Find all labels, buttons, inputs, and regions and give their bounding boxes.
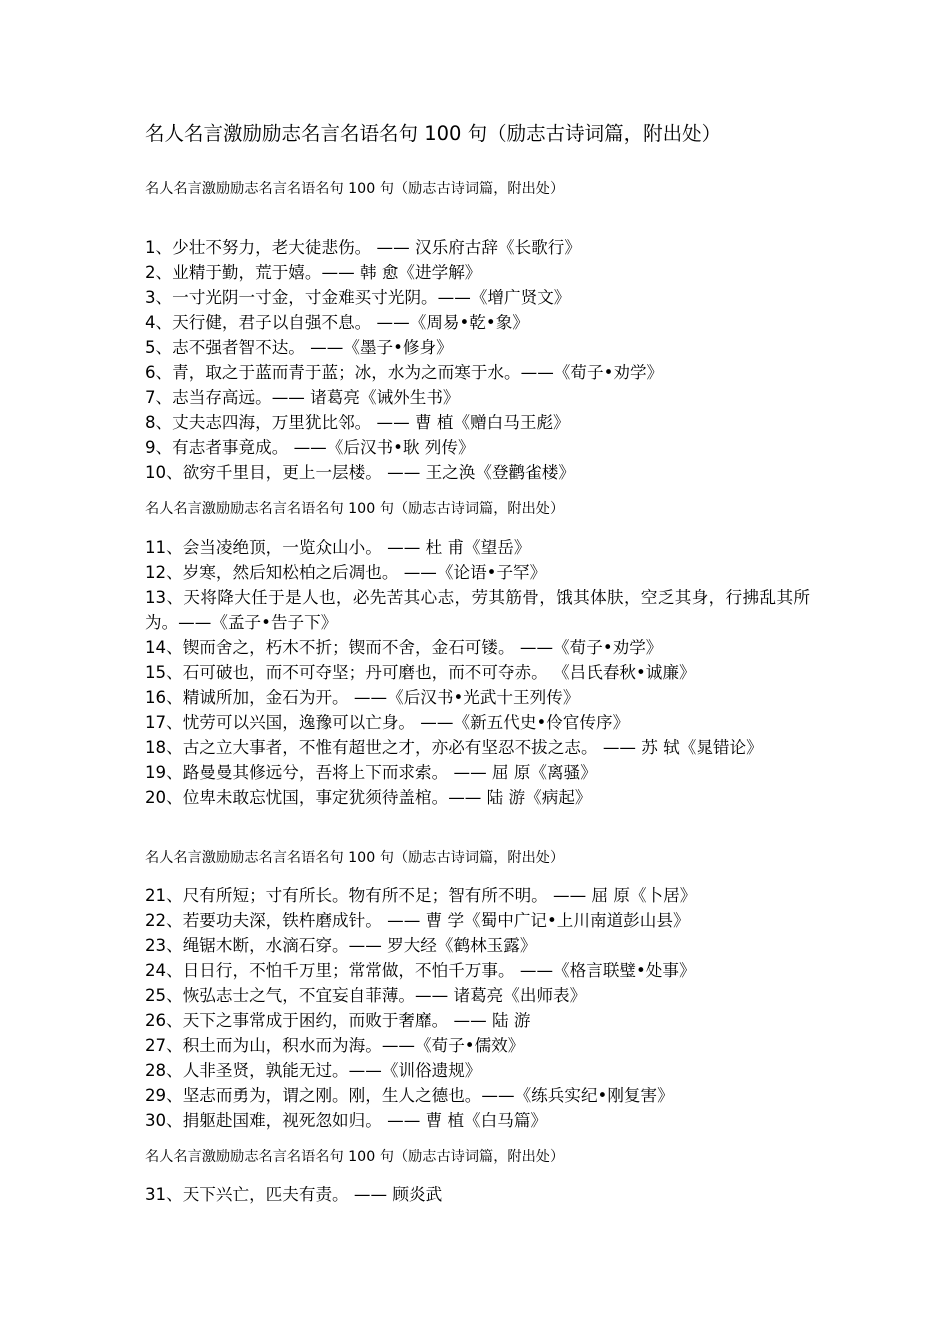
quote-item: 26、天下之事常成于困约，而败于奢靡。 —— 陆 游 [145,1011,531,1030]
quote-item: 29、坚志而勇为，谓之刚。刚，生人之德也。——《练兵实纪•刚复害》 [145,1086,674,1105]
quote-item: 16、精诚所加，金石为开。 ——《后汉书•光武十王列传》 [145,688,580,707]
quote-item: 1、少壮不努力，老大徒悲伤。 —— 汉乐府古辞《长歌行》 [145,238,581,257]
quote-item: 17、忧劳可以兴国，逸豫可以亡身。 ——《新五代史•伶官传序》 [145,713,630,732]
quote-item: 11、会当凌绝顶，一览众山小。 —— 杜 甫《望岳》 [145,538,531,557]
quote-item: 21、尺有所短；寸有所长。物有所不足；智有所不明。 —— 屈 原《卜居》 [145,886,697,905]
quote-item: 14、锲而舍之，朽木不折；锲而不舍，金石可镂。 ——《荀子•劝学》 [145,638,663,657]
quote-item: 8、丈夫志四海，万里犹比邻。 —— 曹 植《赠白马王彪》 [145,413,570,432]
section-subheading: 名人名言激励励志名言名语名句 100 句（励志古诗词篇，附出处） [145,1149,565,1165]
quote-item: 23、绳锯木断，水滴石穿。—— 罗大经《鹤林玉露》 [145,936,537,955]
quote-item: 18、古之立大事者，不惟有超世之才，亦必有坚忍不拔之志。 —— 苏 轼《晁错论》 [145,738,763,757]
quote-item: 2、业精于勤，荒于嬉。—— 韩 愈《进学解》 [145,263,482,282]
quote-item: 27、积土而为山，积水而为海。——《荀子•儒效》 [145,1036,525,1055]
quote-item: 24、日日行，不怕千万里；常常做，不怕千万事。 ——《格言联璧•处事》 [145,961,696,980]
quote-item: 19、路曼曼其修远兮，吾将上下而求索。 —— 屈 原《离骚》 [145,763,597,782]
quote-item: 20、位卑未敢忘忧国，事定犹须待盖棺。—— 陆 游《病起》 [145,788,592,807]
quote-item: 15、石可破也，而不可夺坚；丹可磨也，而不可夺赤。 《吕氏春秋•诚廉》 [145,663,696,682]
quote-item: 7、志当存高远。—— 诸葛亮《诫外生书》 [145,388,460,407]
section-subheading: 名人名言激励励志名言名语名句 100 句（励志古诗词篇，附出处） [145,501,565,517]
quote-item: 6、青，取之于蓝而青于蓝；冰，水为之而寒于水。——《荀子•劝学》 [145,363,664,382]
quote-item: 3、一寸光阴一寸金，寸金难买寸光阴。——《增广贤文》 [145,288,571,307]
quote-item: 13、天将降大任于是人也，必先苦其心志，劳其筋骨，饿其体肤，空乏其身，行拂乱其所为。——《孟子•告子下》 [145,588,810,632]
quote-list [145,1182,810,1207]
quote-item: 25、恢弘志士之气，不宜妄自菲薄。—— 诸葛亮《出师表》 [145,986,587,1005]
quote-list [145,535,810,810]
quote-item: 12、岁寒，然后知松柏之后凋也。 ——《论语•子罕》 [145,563,547,582]
quote-item: 22、若要功夫深，铁杵磨成针。 —— 曹 学《蜀中广记•上川南道彭山县》 [145,911,690,930]
document-title: 名人名言激励励志名言名语名句 100 句（励志古诗词篇，附出处） [145,122,722,145]
quote-item: 4、天行健，君子以自强不息。 ——《周易•乾•象》 [145,313,529,332]
section-subheading: 名人名言激励励志名言名语名句 100 句（励志古诗词篇，附出处） [145,850,565,866]
section-subheading: 名人名言激励励志名言名语名句 100 句（励志古诗词篇，附出处） [145,181,565,197]
quote-item: 5、志不强者智不达。 ——《墨子•修身》 [145,338,453,357]
quote-item: 9、有志者事竟成。 ——《后汉书•耿 列传》 [145,438,475,457]
quote-item: 30、捐躯赴国难，视死忽如归。 —— 曹 植《白马篇》 [145,1111,548,1130]
quote-item: 28、人非圣贤，孰能无过。——《训俗遗规》 [145,1061,482,1080]
quote-list [145,883,810,1133]
quote-item: 31、天下兴亡，匹夫有责。 —— 顾炎武 [145,1185,443,1204]
quote-list [145,235,810,485]
quote-item: 10、欲穷千里目，更上一层楼。 —— 王之涣《登鹳雀楼》 [145,463,575,482]
